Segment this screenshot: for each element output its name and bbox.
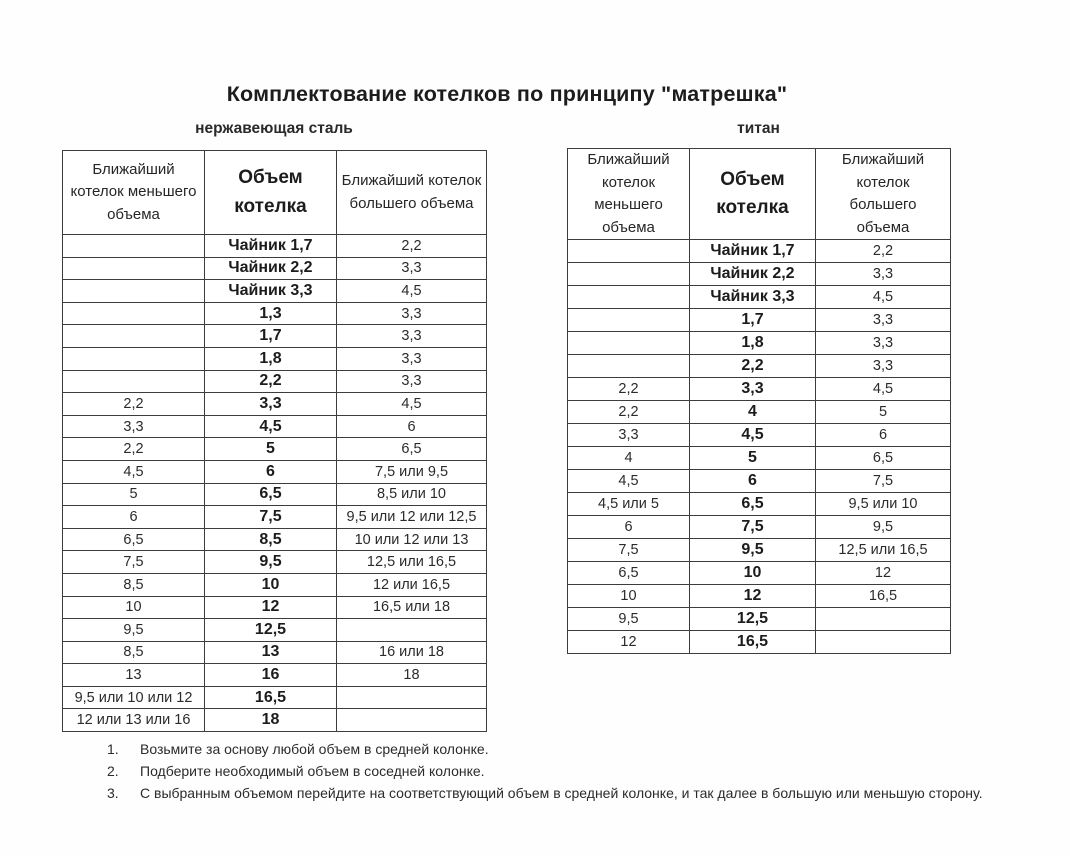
table-row bbox=[568, 401, 951, 424]
table-cell: 3,3 bbox=[816, 309, 951, 332]
table-cell: 16,5 bbox=[690, 631, 816, 654]
table-row bbox=[568, 470, 951, 493]
stainless-steel-table-body bbox=[63, 235, 487, 732]
table-row bbox=[63, 347, 487, 370]
table-cell: 6 bbox=[337, 415, 487, 438]
page-title: Комплектование котелков по принципу "матрешка" bbox=[226, 82, 788, 106]
table-cell bbox=[63, 280, 205, 303]
table-cell: 9,5 или 10 bbox=[816, 493, 951, 516]
table-row bbox=[568, 516, 951, 539]
table-cell: Чайник 3,3 bbox=[690, 286, 816, 309]
table-cell: 12,5 bbox=[690, 608, 816, 631]
table-cell: 4 bbox=[568, 447, 690, 470]
table-row bbox=[568, 240, 951, 263]
table-cell: Чайник 1,7 bbox=[205, 235, 337, 258]
table-cell: 9,5 или 10 или 12 bbox=[63, 686, 205, 709]
stainless-steel-table-header bbox=[63, 151, 487, 235]
table-cell: 4,5 bbox=[337, 393, 487, 416]
table-cell: 4,5 или 5 bbox=[568, 493, 690, 516]
note-item bbox=[107, 764, 982, 779]
table-row bbox=[568, 309, 951, 332]
table-row bbox=[568, 332, 951, 355]
table-row bbox=[63, 686, 487, 709]
table-cell: Чайник 2,2 bbox=[690, 263, 816, 286]
table-cell: 12 или 13 или 16 bbox=[63, 709, 205, 732]
table-row bbox=[568, 447, 951, 470]
table-cell: 3,3 bbox=[337, 347, 487, 370]
table-cell: 2,2 bbox=[568, 378, 690, 401]
table-cell bbox=[816, 608, 951, 631]
table-cell: Чайник 2,2 bbox=[205, 257, 337, 280]
titanium-table-body bbox=[568, 240, 951, 654]
table-row bbox=[63, 551, 487, 574]
table-cell: 6 bbox=[568, 516, 690, 539]
table-cell: 9,5 bbox=[690, 539, 816, 562]
table-cell: 6,5 bbox=[568, 562, 690, 585]
table-row bbox=[63, 528, 487, 551]
table-cell bbox=[816, 631, 951, 654]
table-cell: 2,2 bbox=[337, 235, 487, 258]
table-cell: 2,2 bbox=[690, 355, 816, 378]
table-cell: 3,3 bbox=[337, 257, 487, 280]
table-cell: 12 bbox=[690, 585, 816, 608]
table-row bbox=[63, 280, 487, 303]
table-row bbox=[63, 325, 487, 348]
table-cell: 3,3 bbox=[568, 424, 690, 447]
table-cell: 8,5 bbox=[63, 573, 205, 596]
table-cell: 6 bbox=[690, 470, 816, 493]
table-cell: 1,7 bbox=[205, 325, 337, 348]
table-cell: 12 bbox=[816, 562, 951, 585]
table-cell: 7,5 или 9,5 bbox=[337, 460, 487, 483]
header-smaller-pot: Ближайший котелок меньшего объема bbox=[568, 149, 690, 240]
table-cell: 6,5 bbox=[63, 528, 205, 551]
table-cell: 3,3 bbox=[63, 415, 205, 438]
table-cell: 8,5 bbox=[205, 528, 337, 551]
table-cell: 4,5 bbox=[337, 280, 487, 303]
table-cell: 9,5 bbox=[205, 551, 337, 574]
table-cell: 4,5 bbox=[205, 415, 337, 438]
table-cell: 5 bbox=[205, 438, 337, 461]
table-cell: 2,2 bbox=[816, 240, 951, 263]
table-cell: 10 bbox=[690, 562, 816, 585]
table-cell: 4,5 bbox=[816, 378, 951, 401]
table-cell bbox=[63, 235, 205, 258]
note-number: 3. bbox=[107, 785, 119, 801]
titanium-table-header bbox=[568, 149, 951, 240]
table-cell: 1,3 bbox=[205, 302, 337, 325]
table-row bbox=[63, 302, 487, 325]
table-row bbox=[568, 263, 951, 286]
table-cell: 13 bbox=[205, 641, 337, 664]
table-cell: 8,5 bbox=[63, 641, 205, 664]
table-cell: 5 bbox=[690, 447, 816, 470]
table-cell: 6 bbox=[63, 506, 205, 529]
table-row bbox=[63, 506, 487, 529]
table-cell bbox=[337, 686, 487, 709]
table-cell: 12 или 16,5 bbox=[337, 573, 487, 596]
table-cell: 5 bbox=[816, 401, 951, 424]
table-cell: 3,3 bbox=[816, 332, 951, 355]
note-number: 2. bbox=[107, 763, 119, 779]
table-cell: 10 или 12 или 13 bbox=[337, 528, 487, 551]
titanium-table bbox=[567, 148, 951, 654]
notes-list bbox=[107, 742, 982, 808]
table-cell: 2,2 bbox=[568, 401, 690, 424]
table-label-stainless-steel: нержавеющая сталь bbox=[195, 120, 353, 137]
table-cell bbox=[63, 257, 205, 280]
table-cell: 2,2 bbox=[205, 370, 337, 393]
table-row bbox=[63, 393, 487, 416]
table-cell: 4,5 bbox=[690, 424, 816, 447]
note-text: Возьмите за основу любой объем в средней колонке. bbox=[140, 741, 489, 757]
table-cell: 4 bbox=[690, 401, 816, 424]
table-cell: 3,3 bbox=[337, 370, 487, 393]
table-cell: 9,5 или 12 или 12,5 bbox=[337, 506, 487, 529]
table-row bbox=[63, 438, 487, 461]
table-cell: 8,5 или 10 bbox=[337, 483, 487, 506]
table-cell: Чайник 1,7 bbox=[690, 240, 816, 263]
header-pot-volume: Объем котелка bbox=[205, 151, 337, 235]
table-cell bbox=[568, 332, 690, 355]
table-cell bbox=[568, 309, 690, 332]
table-cell: 6,5 bbox=[337, 438, 487, 461]
note-item bbox=[107, 786, 982, 801]
table-cell: 7,5 bbox=[63, 551, 205, 574]
table-cell: 12,5 или 16,5 bbox=[337, 551, 487, 574]
table-cell: 10 bbox=[205, 573, 337, 596]
table-cell bbox=[63, 370, 205, 393]
table-cell: 16,5 bbox=[205, 686, 337, 709]
header-row bbox=[568, 149, 951, 240]
table-cell bbox=[337, 709, 487, 732]
table-cell: 18 bbox=[205, 709, 337, 732]
note-number: 1. bbox=[107, 741, 119, 757]
table-label-titanium: титан bbox=[737, 120, 780, 137]
table-cell: 3,3 bbox=[816, 263, 951, 286]
table-row bbox=[63, 257, 487, 280]
table-cell: 7,5 bbox=[205, 506, 337, 529]
table-cell: 1,8 bbox=[205, 347, 337, 370]
table-cell: 12 bbox=[205, 596, 337, 619]
table-cell: 10 bbox=[568, 585, 690, 608]
note-item bbox=[107, 742, 982, 757]
table-cell: 18 bbox=[337, 664, 487, 687]
table-row bbox=[63, 573, 487, 596]
table-row bbox=[63, 709, 487, 732]
table-row bbox=[568, 424, 951, 447]
table-row bbox=[568, 493, 951, 516]
table-cell bbox=[568, 263, 690, 286]
table-cell: 4,5 bbox=[63, 460, 205, 483]
table-cell: 5 bbox=[63, 483, 205, 506]
table-cell: 7,5 bbox=[690, 516, 816, 539]
table-row bbox=[568, 585, 951, 608]
table-cell: Чайник 3,3 bbox=[205, 280, 337, 303]
table-cell: 9,5 bbox=[568, 608, 690, 631]
table-row bbox=[568, 562, 951, 585]
table-cell: 6 bbox=[816, 424, 951, 447]
table-row bbox=[568, 355, 951, 378]
table-cell: 16 или 18 bbox=[337, 641, 487, 664]
table-cell: 2,2 bbox=[63, 393, 205, 416]
table-cell: 2,2 bbox=[63, 438, 205, 461]
table-cell: 1,8 bbox=[690, 332, 816, 355]
table-row bbox=[63, 235, 487, 258]
table-cell: 9,5 bbox=[816, 516, 951, 539]
table-row bbox=[63, 483, 487, 506]
header-larger-pot: Ближайший котелок большего объема bbox=[816, 149, 951, 240]
table-cell: 7,5 bbox=[568, 539, 690, 562]
table-cell: 3,3 bbox=[337, 302, 487, 325]
note-text: Подберите необходимый объем в соседней колонке. bbox=[140, 763, 485, 779]
table-cell: 13 bbox=[63, 664, 205, 687]
table-row bbox=[63, 415, 487, 438]
table-row bbox=[568, 539, 951, 562]
table-row bbox=[568, 631, 951, 654]
table-row bbox=[63, 619, 487, 642]
table-cell: 10 bbox=[63, 596, 205, 619]
table-cell bbox=[63, 325, 205, 348]
header-row bbox=[63, 151, 487, 235]
table-cell: 12,5 или 16,5 bbox=[816, 539, 951, 562]
table-cell bbox=[63, 347, 205, 370]
table-cell: 12 bbox=[568, 631, 690, 654]
table-cell: 6,5 bbox=[816, 447, 951, 470]
table-cell bbox=[568, 355, 690, 378]
table-cell: 3,3 bbox=[690, 378, 816, 401]
table-row bbox=[63, 664, 487, 687]
table-cell: 3,3 bbox=[205, 393, 337, 416]
note-text: С выбранным объемом перейдите на соответствующий объем в средней колонке, и так далее в большую или меньшую сторону. bbox=[140, 785, 983, 801]
table-row bbox=[63, 370, 487, 393]
table-cell: 16,5 или 18 bbox=[337, 596, 487, 619]
table-cell: 6,5 bbox=[205, 483, 337, 506]
table-cell bbox=[337, 619, 487, 642]
table-cell: 1,7 bbox=[690, 309, 816, 332]
table-cell: 3,3 bbox=[816, 355, 951, 378]
table-row bbox=[568, 608, 951, 631]
table-cell: 16 bbox=[205, 664, 337, 687]
table-cell: 6 bbox=[205, 460, 337, 483]
table-cell: 16,5 bbox=[816, 585, 951, 608]
table-cell bbox=[568, 240, 690, 263]
table-cell: 7,5 bbox=[816, 470, 951, 493]
header-larger-pot: Ближайший котелок большего объема bbox=[337, 151, 487, 235]
table-cell bbox=[63, 302, 205, 325]
table-cell: 4,5 bbox=[568, 470, 690, 493]
header-pot-volume: Объем котелка bbox=[690, 149, 816, 240]
table-cell: 4,5 bbox=[816, 286, 951, 309]
header-smaller-pot: Ближайший котелок меньшего объема bbox=[63, 151, 205, 235]
table-cell: 6,5 bbox=[690, 493, 816, 516]
table-cell: 9,5 bbox=[63, 619, 205, 642]
table-row bbox=[63, 596, 487, 619]
table-cell: 3,3 bbox=[337, 325, 487, 348]
table-cell bbox=[568, 286, 690, 309]
table-row bbox=[63, 460, 487, 483]
table-row bbox=[568, 286, 951, 309]
table-row bbox=[568, 378, 951, 401]
stainless-steel-table bbox=[62, 150, 487, 732]
table-row bbox=[63, 641, 487, 664]
table-cell: 12,5 bbox=[205, 619, 337, 642]
